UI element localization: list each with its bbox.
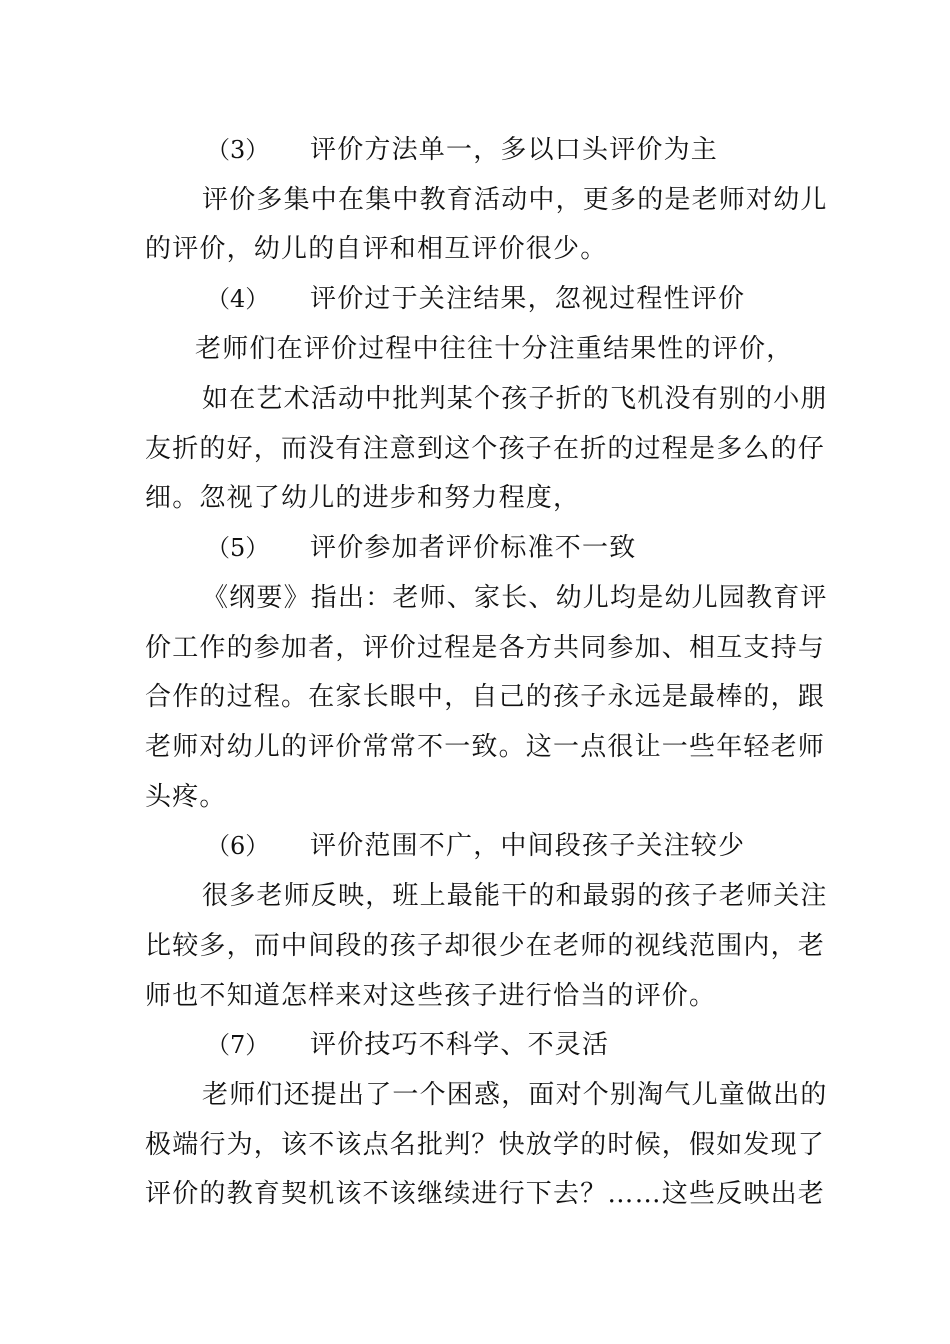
paragraph-line: 如在艺术活动中批判某个孩子折的飞机没有别的小朋 [202,384,828,414]
paragraph-line: 老师们还提出了一个困惑，面对个别淘气儿童做出的 [202,1080,828,1110]
paragraph-line: 评价多集中在集中教育活动中，更多的是老师对幼儿 [202,185,828,215]
paragraph-line: 极端行为，该不该点名批判？快放学的时候，假如发现了 [145,1130,826,1160]
paragraph-line: 比较多，而中间段的孩子却很少在老师的视线范围内，老 [145,931,826,961]
paragraph-line: 的评价，幼儿的自评和相互评价很少。 [145,234,608,264]
paragraph-line: 细。忽视了幼儿的进步和努力程度， [145,483,581,513]
paragraph-line: 合作的过程。在家长眼中，自己的孩子永远是最棒的，跟 [145,682,826,712]
section-title: 评价技巧不科学、不灵活 [310,1030,610,1060]
paragraph-line: 头疼。 [145,782,227,812]
paragraph-line: 老师对幼儿的评价常常不一致。这一点很让一些年轻老师 [145,732,826,762]
section-title: 评价过于关注结果，忽视过程性评价 [310,284,746,314]
paragraph-line: 评价的教育契机该不该继续进行下去？……这些反映出老 [145,1179,826,1209]
section-title: 评价方法单一，多以口头评价为主 [310,135,719,165]
section-number: （6） [206,832,270,860]
section-number: （3） [206,136,270,164]
paragraph-line: 师也不知道怎样来对这些孩子进行恰当的评价。 [145,981,717,1011]
paragraph-line: 价工作的参加者，评价过程是各方共同参加、相互支持与 [145,633,826,663]
section-number: （7） [206,1031,270,1059]
section-title: 评价范围不广，中间段孩子关注较少 [310,831,746,861]
paragraph-line: 很多老师反映，班上最能干的和最弱的孩子老师关注 [202,881,828,911]
section-number: （5） [206,534,270,562]
paragraph-line: 友折的好，而没有注意到这个孩子在折的过程是多么的仔 [145,434,826,464]
paragraph-line: 老师们在评价过程中往往十分注重结果性的评价， [195,334,794,364]
section-title: 评价参加者评价标准不一致 [310,533,637,563]
paragraph-line: 《纲要》指出：老师、家长、幼儿均是幼儿园教育评 [202,583,828,613]
section-number: （4） [206,285,270,313]
